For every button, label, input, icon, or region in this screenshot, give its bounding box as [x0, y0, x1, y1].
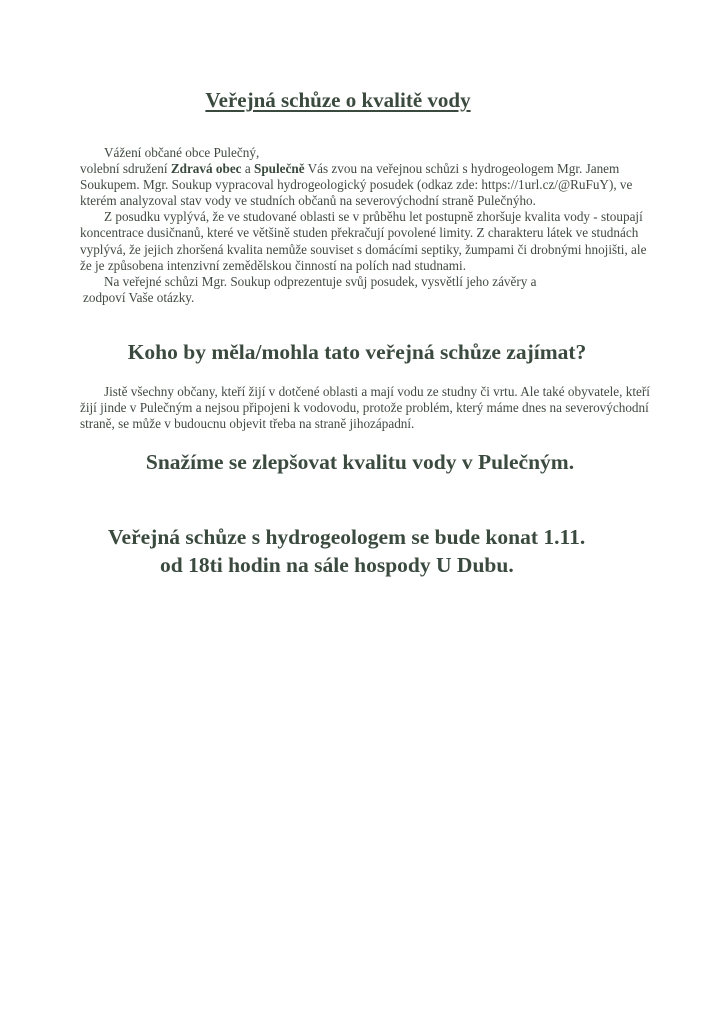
audience-paragraph: Jistě všechny občany, kteří žijí v dotčené oblasti a mají vodu ze studny či vrtu. Ale také obyvatele, kteří žijí jinde v Pulečným a nejsou připojeni k vodovodu, protože problém, který máme dnes na severovýchodní straně, se může v budoucnu objevit třeba na straně jihozápadní.: [80, 384, 650, 432]
page-title: Veřejná schůze o kvalitě vody: [205, 88, 471, 112]
audience-section: [80, 384, 655, 432]
greeting: Vážení občané obce Pulečný,: [104, 145, 260, 160]
slogan-heading: Snažíme se zlepšovat kvalitu vody v Pulečným.: [145, 450, 575, 474]
intro-section: [80, 145, 655, 306]
questions-line: zodpoví Vaše otázky.: [83, 289, 195, 305]
invitation-and: a: [241, 161, 254, 177]
invitation-prefix: volební sdružení: [80, 161, 171, 177]
findings-paragraph: Z posudku vyplývá, že ve studované oblasti se v průběhu let postupně zhoršuje kvalita vody - stoupají koncentrace dusičnanů, které ve většině studen překračují povolené limity. Z charakteru látek ve studnách vyplývá, že jejich zhoršená kvalita nemůže souviset s domácími septiky, žumpami či drobnými hnojišti, ale že je způsobena intenzivní zemědělskou činností na polích nad studnami.: [80, 209, 647, 273]
organization-zdrava-obec: Zdravá obec: [170, 161, 242, 177]
meeting-place-line: od 18ti hodin na sále hospody U Dubu.: [160, 553, 514, 577]
meeting-announcement: [108, 523, 668, 579]
meeting-date-line: Veřejná schůze s hydrogeologem se bude konat 1.11.: [108, 525, 586, 549]
audience-heading: Koho by měla/mohla tato veřejná schůze zajímat?: [127, 340, 587, 364]
organization-spulecne: Spulečně: [253, 161, 305, 177]
invitation-paragraph: [80, 161, 655, 209]
invitation-rest: Vás zvou na veřejnou schůzi s hydrogeologem Mgr. Janem Soukupem. Mgr. Soukup vypracoval hydrogeologický posudek (odkaz zde: https://1url.cz/@RuFuY), ve kterém analyzoval stav vody ve studních občanů na severovýchodní straně Pulečnýho.: [80, 161, 633, 209]
presentation-line: Na veřejné schůzi Mgr. Soukup odprezentuje svůj posudek, vysvětlí jeho závěry a: [104, 273, 537, 289]
